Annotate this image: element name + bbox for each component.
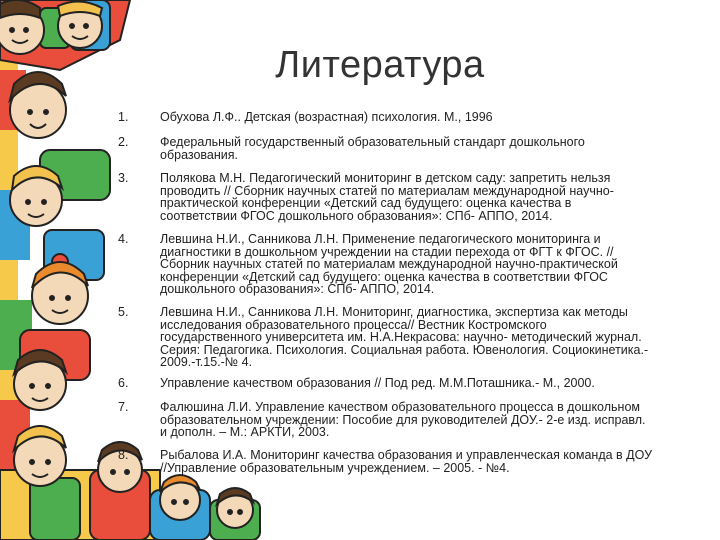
reference-text: Федеральный государственный образовательный стандарт дошкольного образования.: [160, 135, 585, 162]
reference-number: 4.: [118, 232, 129, 246]
reference-number: 7.: [118, 400, 129, 414]
reference-number: 5.: [118, 305, 129, 319]
reference-number: 3.: [118, 171, 129, 185]
reference-text: Левшина Н.И., Санникова Л.Н. Мониторинг, диагностика, экспертиза как методы исследования образовательного процесса// Вестник Костромского государственного университета им. Н.А.Некрасова: научно- методический журнал. Серия: Педагогика. Психология. Социальная работа. Ювенология. Социокинетика.- 2009.-т.15.-№ 4.: [160, 305, 649, 369]
reference-text: Управление качеством образования // Под ред. М.М.Поташника.- М., 2000.: [160, 376, 595, 390]
reference-text: Рыбалова И.А. Мониторинг качества образования и управленческая команда в ДОУ //Управление образовательным учреждением. – 2005. - №4.: [160, 448, 653, 475]
reference-text: Левшина Н.И., Санникова Л.Н. Применение педагогического мониторинга и диагностики в дошкольном учреждении на стадии перехода от ФГТ к ФГОС. // Сборник научных статей по материалам международной научно-практической конференции «Детский сад будущего: оценка качества в соответствии ФГОС дошкольного образования»: СПб- АППО, 2014.: [160, 232, 618, 296]
reference-text: Фалюшина Л.И. Управление качеством образовательного процесса в дошкольном образовательном учреждении: Пособие для руководителей ДОУ.- 2-е изд. исправл. и дополн. – М.: АРКТИ, 2003.: [160, 400, 646, 439]
kids-bottom-cluster: [0, 426, 260, 540]
reference-number: 1.: [118, 110, 129, 124]
reference-number: 6.: [118, 376, 129, 390]
reference-text: Обухова Л.Ф.. Детская (возрастная) психология. М., 1996: [160, 110, 493, 124]
reference-number: 2.: [118, 135, 129, 149]
kids-top-cluster: [0, 0, 130, 70]
reference-number: 8.: [118, 448, 129, 462]
page-title: Литература: [275, 44, 485, 86]
reference-text: Полякова М.Н. Педагогический мониторинг в детском саду: запретить нельзя проводить // Сборник научных статей по материалам международной научно- практической конференции «Детский сад будущего: оценка качества в соответствии ФГОС дошкольного образования»: СПб- АППО, 2014.: [160, 171, 614, 223]
